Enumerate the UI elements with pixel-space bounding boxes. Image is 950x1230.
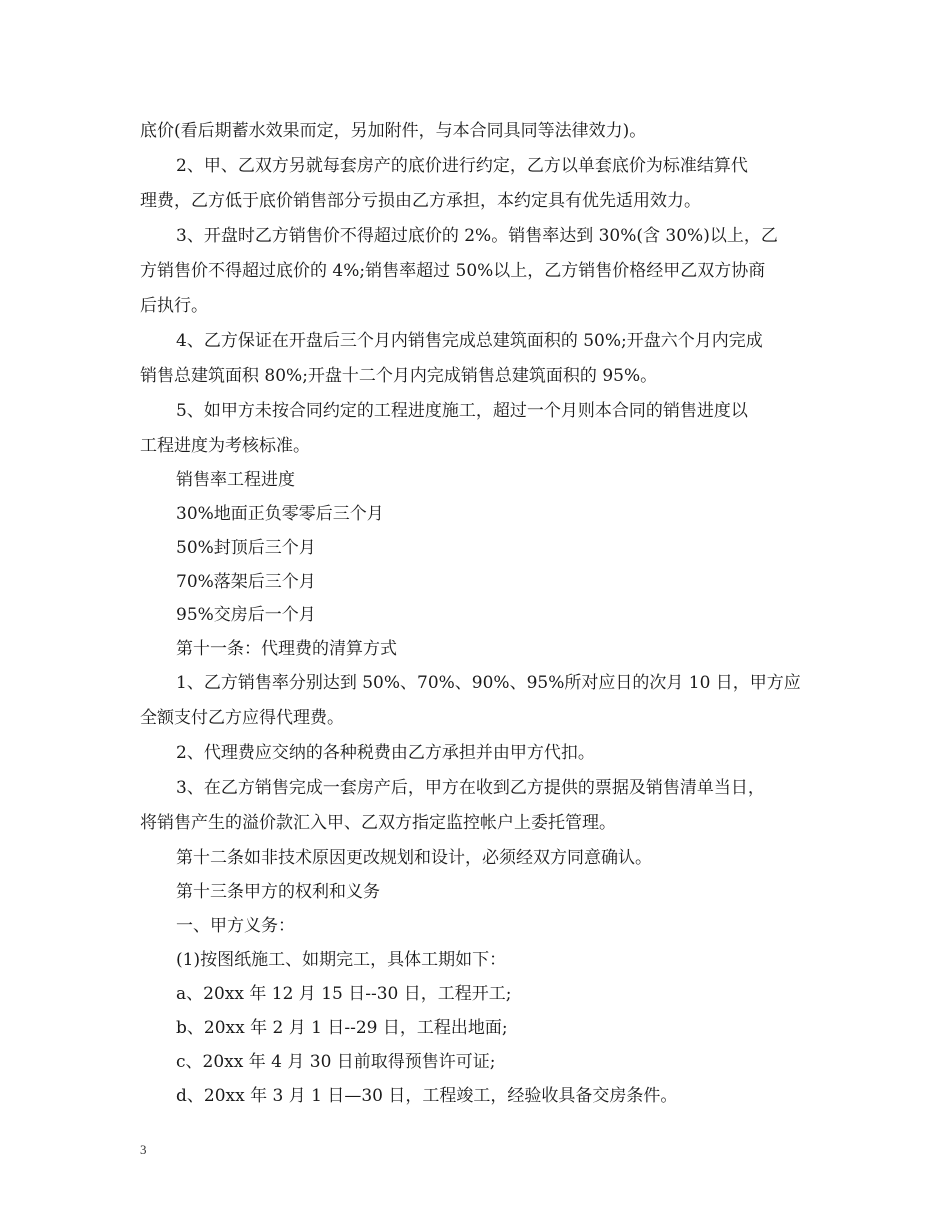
text-line: 70%落架后三个月 — [176, 572, 316, 592]
text-line: 50%封顶后三个月 — [176, 538, 316, 558]
text-line: 3、开盘时乙方销售价不得超过底价的 2%。销售率达到 30%(含 30%)以上，乙 — [176, 226, 778, 246]
text-line: 将销售产生的溢价款汇入甲、乙双方指定监控帐户上委托管理。 — [140, 813, 616, 833]
text-line: 销售率工程进度 — [176, 470, 295, 490]
text-line: 销售总建筑面积 80%;开盘十二个月内完成销售总建筑面积的 95%。 — [140, 366, 658, 386]
text-line: 3、在乙方销售完成一套房产后，甲方在收到乙方提供的票据及销售清单当日， — [176, 778, 765, 798]
text-line: 5、如甲方未按合同约定的工程进度施工，超过一个月则本合同的销售进度以 — [176, 401, 748, 421]
text-line: (1)按图纸施工、如期完工，具体工期如下： — [176, 950, 507, 970]
text-line: 95%交房后一个月 — [176, 605, 316, 625]
text-line: 工程进度为考核标准。 — [140, 436, 310, 456]
text-line: 2、代理费应交纳的各种税费由乙方承担并由甲方代扣。 — [176, 743, 595, 763]
page-number: 3 — [140, 1142, 147, 1157]
text-line: 底价(看后期蓄水效果而定，另加附件，与本合同具同等法律效力)。 — [140, 121, 647, 141]
list-item: d、20xx 年 3 月 1 日—30 日，工程竣工，经验收具备交房条件。 — [176, 1086, 678, 1106]
text-line: 一、甲方义务： — [176, 916, 295, 936]
list-item: a、20xx 年 12 月 15 日--30 日，工程开工; — [176, 984, 512, 1004]
section-heading: 第十三条甲方的权利和义务 — [176, 882, 380, 902]
list-item: b、20xx 年 2 月 1 日--29 日，工程出地面; — [176, 1018, 508, 1038]
text-line: 全额支付乙方应得代理费。 — [140, 708, 344, 728]
text-line: 后执行。 — [140, 296, 208, 316]
text-line: 4、乙方保证在开盘后三个月内销售完成总建筑面积的 50%;开盘六个月内完成 — [176, 331, 763, 351]
section-heading: 第十一条：代理费的清算方式 — [176, 639, 397, 659]
text-line: 1、乙方销售率分别达到 50%、70%、90%、95%所对应日的次月 10 日，甲方应 — [176, 673, 801, 693]
text-line: 30%地面正负零零后三个月 — [176, 504, 384, 524]
text-line: 方销售价不得超过底价的 4%;销售率超过 50%以上，乙方销售价格经甲乙双方协商 — [140, 261, 766, 281]
section-heading: 第十二条如非技术原因更改规划和设计，必须经双方同意确认。 — [176, 848, 652, 868]
text-line: 理费，乙方低于底价销售部分亏损由乙方承担，本约定具有优先适用效力。 — [140, 191, 701, 211]
list-item: c、20xx 年 4 月 30 日前取得预售许可证; — [176, 1052, 496, 1072]
text-line: 2、甲、乙双方另就每套房产的底价进行约定，乙方以单套底价为标准结算代 — [176, 156, 748, 176]
